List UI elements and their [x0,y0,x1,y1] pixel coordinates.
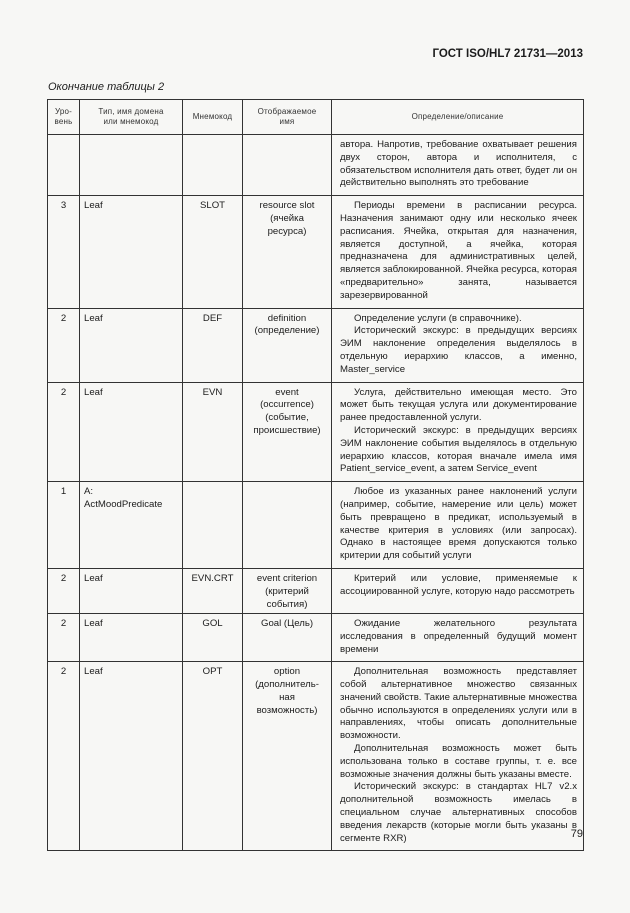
definition-paragraph: Периоды времени в расписании ресурса. Назначения занимают одну или несколько ячеек расписания. Ячейка, открытая для назначения, является доступной, а ячейка, которая предназначена для административных целей, является заблокированной. Ячейка ресурса, которая «предварительно» занята, называется зарезервированной [340,200,577,301]
cell-level [48,135,80,196]
header-type: Тип, имя домена или мнемокод [80,100,183,135]
cell-mnemonic: OPT [183,662,243,851]
cell-type [80,135,183,196]
table-header-row [48,100,584,135]
table-caption: Окончание таблицы 2 [48,81,165,93]
header-display-name: Отображаемое имя [243,100,332,135]
page-number: 79 [570,828,583,840]
cell-display-name: option (дополнитель- ная возможность) [243,662,332,851]
definition-paragraph: Услуга, действительно имеющая место. Это может быть текущая услуга или документирование ранее предоставленной услуги. [340,386,577,424]
cell-type: Leaf [80,613,183,661]
table-body [48,135,584,851]
cell-mnemonic: SLOT [183,196,243,308]
cell-display-name [243,482,332,569]
cell-display-name: Goal (Цель) [243,613,332,661]
cell-display-name [243,135,332,196]
definition-paragraph: Критерий или условие, применяемые к ассоциированной услуге, которую надо рассмотреть [340,572,577,597]
cell-type: Leaf [80,382,183,482]
cell-mnemonic: GOL [183,613,243,661]
cell-type: Leaf [80,196,183,308]
cell-mnemonic: DEF [183,308,243,382]
definition-paragraph: Дополнительная возможность представляет собой альтернативное множество связанных значений свойств. Такие альтернативные множества обычно используются в определениях услуги или в направлениях, чтобы описать дополнительные возможности. [340,666,577,742]
cell-level: 2 [48,613,80,661]
definition-paragraph: Исторический экскурс: в предыдущих версиях ЭИМ наклонение определения выделялось в отдельную иерархию классов, а именно, Master_service [340,325,577,375]
standard-designation: ГОСТ ISO/HL7 21731—2013 [432,48,583,60]
cell-definition [332,482,584,569]
table-row [48,196,584,308]
table-row [48,662,584,851]
cell-level: 2 [48,662,80,851]
cell-definition [332,308,584,382]
cell-mnemonic [183,482,243,569]
cell-definition [332,568,584,613]
header-definition: Определение/описание [332,100,584,135]
cell-type: Leaf [80,568,183,613]
cell-type: A: ActMoodPredicate [80,482,183,569]
cell-level: 3 [48,196,80,308]
definition-paragraph: Исторический экскурс: в предыдущих версиях ЭИМ наклонение события выделялось в отдельную иерархию классов, которая вначале имела имя Patient_service_event, а затем Service_event [340,424,577,475]
cell-level: 2 [48,382,80,482]
definition-paragraph: Определение услуги (в справочнике). [354,312,522,324]
cell-definition [332,382,584,482]
table-row [48,135,584,196]
cell-mnemonic: EVN [183,382,243,482]
header-mnemonic: Мнемокод [183,100,243,135]
definition-paragraph: автора. Напротив, требование охватывает решения двух сторон, автора и исполнителя, с обязательством исполнителя дать ответ, будет ли он действительно выполнять это требование [340,139,577,189]
table-row [48,568,584,613]
header-level: Уро- вень [48,100,80,135]
cell-definition [332,613,584,661]
cell-definition [332,135,584,196]
table-row [48,308,584,382]
cell-definition [332,662,584,851]
cell-display-name: resource slot (ячейка ресурса) [243,196,332,308]
definition-paragraph: Дополнительная возможность может быть использована только в составе группы, т. е. все возможные значения должны быть указаны вместе. [340,743,577,780]
cell-level: 2 [48,308,80,382]
cell-level: 1 [48,482,80,569]
table-row [48,382,584,482]
cell-mnemonic [183,135,243,196]
mood-table [47,99,584,851]
cell-definition [332,196,584,308]
definition-paragraph: Любое из указанных ранее наклонений услуги (например, событие, намерение или цель) может быть превращено в предикат, используемый в качестве критерия в условиях (или запросах). Однако в настоящее время допускаются только критерии для событий услуги [340,486,577,562]
cell-level: 2 [48,568,80,613]
definition-paragraph: Ожидание желательного результата исследования в определенный будущий момент времени [340,617,577,655]
table-row [48,613,584,661]
cell-type: Leaf [80,662,183,851]
cell-display-name: definition (определение) [243,308,332,382]
cell-display-name: event (occurrence) (событие, происшествие) [243,382,332,482]
definition-paragraph: Исторический экскурс: в стандартах HL7 v2.x дополнительной возможность имелась в специальном случае альтернативных способов введения лекарств (которые могли быть указаны в сегменте RXR) [340,781,577,844]
cell-display-name: event criterion (критерий события) [243,568,332,613]
table-row [48,482,584,569]
cell-type: Leaf [80,308,183,382]
cell-mnemonic: EVN.CRT [183,568,243,613]
